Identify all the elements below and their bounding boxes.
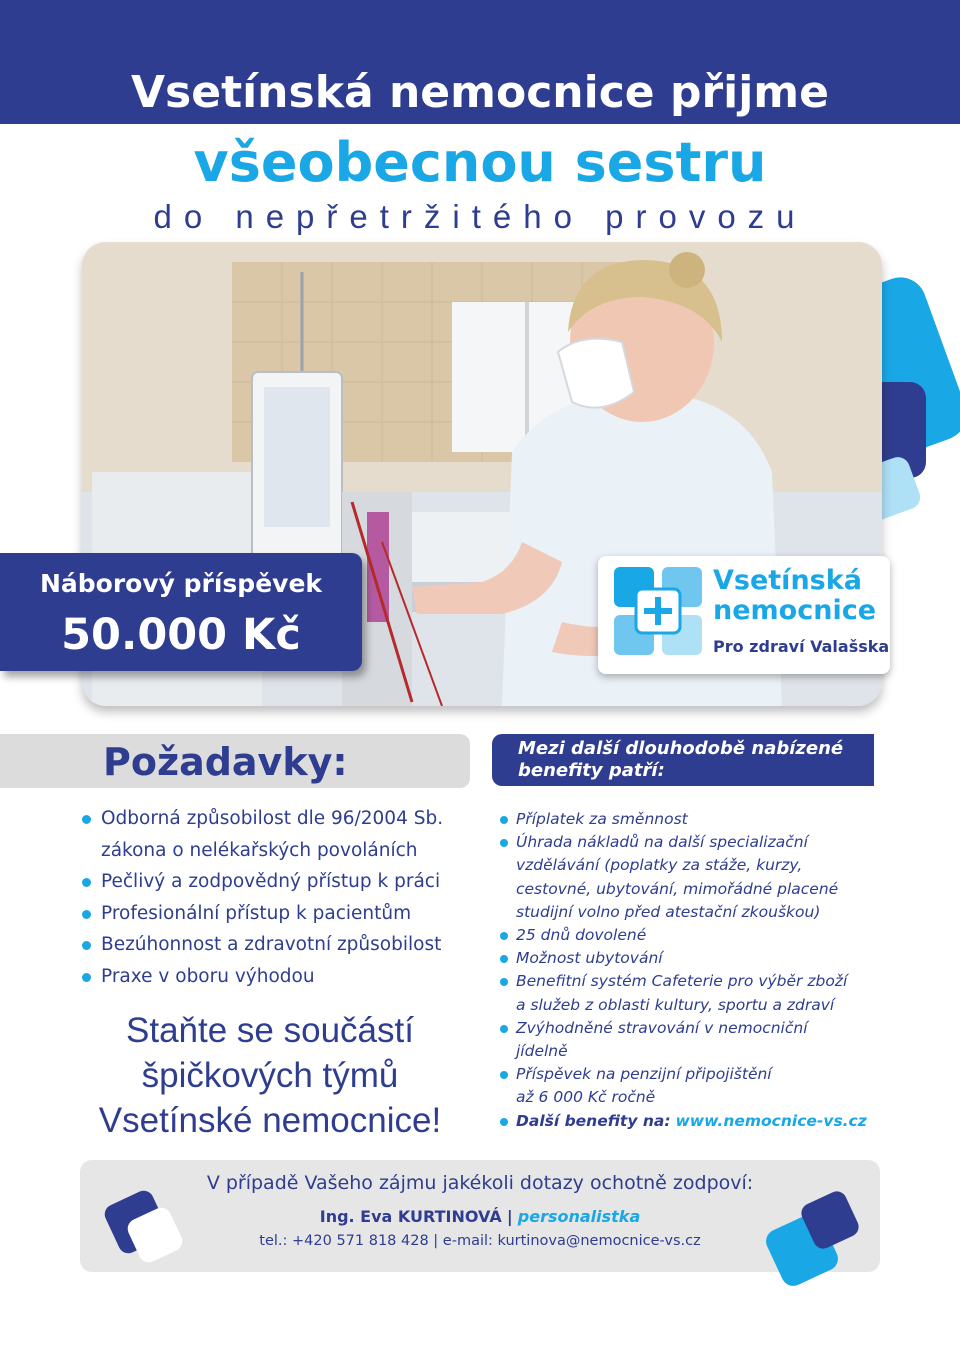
list-item: zákona o nelékařských povoláních bbox=[101, 839, 418, 861]
requirements-list bbox=[82, 803, 472, 992]
benefits-list bbox=[500, 808, 880, 1133]
list-item: Příspěvek na penzijní připojištění bbox=[500, 1063, 880, 1086]
list-item: Možnost ubytování bbox=[500, 947, 880, 970]
list-item: Příplatek za směnnost bbox=[500, 808, 880, 831]
list-item: cestovné, ubytování, mimořádné placené bbox=[516, 879, 839, 898]
list-item bbox=[500, 1110, 880, 1133]
slogan-line3: Vsetínské nemocnice! bbox=[98, 1101, 442, 1140]
list-item: jídelně bbox=[516, 1042, 568, 1061]
list-item: Úhrada nákladů na další specializační bbox=[500, 831, 880, 854]
slogan bbox=[60, 1008, 480, 1143]
contact-phone-email[interactable]: tel.: +420 571 818 428 | e-mail: kurtinova@nemocnice-vs.cz bbox=[259, 1233, 701, 1249]
list-item: Pečlivý a zodpovědný přístup k práci bbox=[82, 866, 472, 898]
list-item: studijní volno před atestační zkouškou) bbox=[516, 902, 821, 921]
list-item: Bezúhonnost a zdravotní způsobilost bbox=[82, 929, 472, 961]
subhead: všeobecnou sestru bbox=[193, 131, 767, 194]
benefits-link[interactable]: www.nemocnice-vs.cz bbox=[675, 1111, 867, 1130]
list-item: vzdělávání (poplatky za stáže, kurzy, bbox=[516, 856, 803, 875]
list-item: Profesionální přístup k pacientům bbox=[82, 898, 472, 930]
contact-separator: | bbox=[506, 1207, 513, 1226]
headline: Vsetínská nemocnice přijme bbox=[130, 67, 829, 118]
contact-name-line bbox=[80, 1204, 880, 1230]
tagline: do nepřetržitého provozu bbox=[153, 198, 807, 235]
logo-line1: Vsetínská bbox=[713, 565, 862, 596]
benefits-title bbox=[518, 738, 868, 782]
list-item: 25 dnů dovolené bbox=[500, 924, 880, 947]
requirements-title: Požadavky: bbox=[103, 740, 348, 784]
list-item: a služeb z oblasti kultury, sportu a zdraví bbox=[516, 995, 835, 1014]
contact-intro: V případě Vašeho zájmu jakékoli dotazy ochotně zodpoví: bbox=[206, 1172, 754, 1194]
list-item: Odborná způsobilost dle 96/2004 Sb. bbox=[82, 803, 472, 835]
list-item: až 6 000 Kč ročně bbox=[516, 1088, 656, 1107]
slogan-line2: špičkových týmů bbox=[141, 1056, 399, 1095]
benefits-title-line1: Mezi další dlouhodobě nabízené bbox=[518, 738, 844, 759]
cross-logo-icon bbox=[612, 565, 704, 657]
list-item: Praxe v oboru výhodou bbox=[82, 961, 472, 993]
contact-role: personalistka bbox=[517, 1207, 641, 1226]
list-item: Benefitní systém Cafeterie pro výběr zboží bbox=[500, 970, 880, 993]
logo-tagline: Pro zdraví Valašska bbox=[713, 637, 890, 656]
logo-line2: nemocnice bbox=[713, 595, 877, 626]
bonus-label: Náborový příspěvek bbox=[39, 569, 323, 598]
benefits-title-line2: benefity patří: bbox=[518, 760, 665, 781]
slogan-line1: Staňte se součástí bbox=[126, 1011, 414, 1050]
bonus-amount: 50.000 Kč bbox=[61, 610, 301, 660]
logo-name bbox=[713, 566, 893, 626]
contact-name: Ing. Eva KURTINOVÁ bbox=[319, 1207, 502, 1226]
list-item: Zvýhodněné stravování v nemocniční bbox=[500, 1017, 880, 1040]
benefits-link-prefix: Další benefity na: bbox=[516, 1111, 671, 1130]
